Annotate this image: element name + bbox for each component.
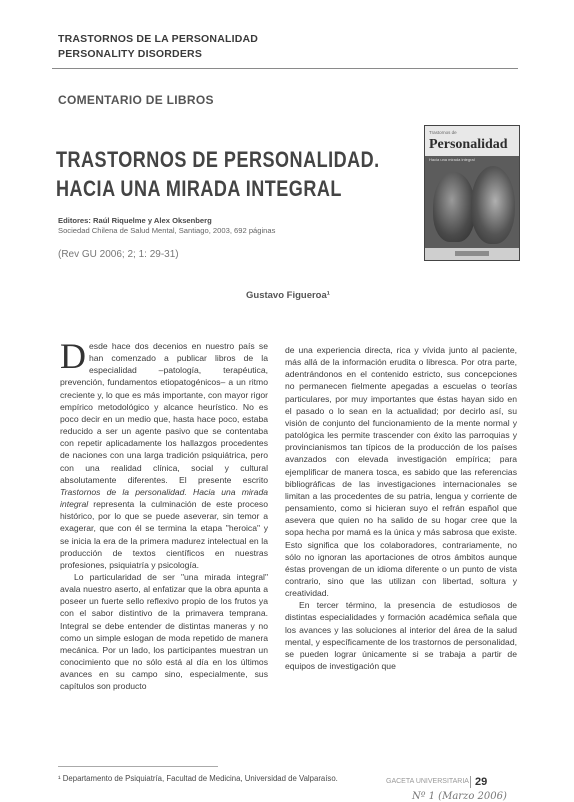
paragraph: de una experiencia directa, rica y vívida junto al paciente, más allá de la información erudita o libresca. Por otra parte, adentrándonos en el contenido estricto, sus concepciones no permanecen fielmente apegadas a escuelas o teorías particulares, por muy importantes que éstas hayan sido en el pasado o lo sean en la actualidad; por decirlo así, su visión de conjunto del funcionamiento de la mente normal y patológica les permite trascender con éxito las parroquias y provincianismos tan típicos de la producción de los países avanzados con elevada investigación empírica; para ejemplificar de manera tosca, es sabido que las referencias bibliográficas de las investigaciones internacionales se limitan a las procedentes de su patria, lengua y corriente de pensamiento, como si hicieran suyo el refrán español que asevera que quien no ha salido de su hogar cree que la sopa hecha por mamá es la única y más sabrosa que existe. Esto significa que los colaboradores, contrariamente, no sólo no ignoran las aportaciones de otros ámbitos aunque éstas provengan de un idioma diferente o un punto de vista contrario, sino que las utilizan con libertad, soltura y creatividad. [285, 345, 517, 599]
header-divider [52, 68, 518, 69]
handwritten-annotation: Nº 1 (Marzo 2006) [412, 791, 507, 802]
page-number: 29 [475, 776, 488, 788]
book-title-italic: Trastornos de la personalidad. Hacia una mirada integral [60, 486, 268, 510]
book-publisher: Sociedad Chilena de Salud Mental, Santiago, 2003, 692 páginas [58, 226, 276, 235]
paragraph [60, 336, 268, 571]
running-header-english: PERSONALITY DISORDERS [58, 48, 203, 60]
author-name: Gustavo Figueroa¹ [246, 290, 330, 301]
cover-series-text: Trastornos de [429, 130, 457, 135]
cover-face-right [471, 166, 515, 244]
body-column-right [285, 344, 517, 672]
book-cover-image [424, 125, 520, 261]
folio-divider [470, 776, 471, 788]
body-column-left [60, 336, 268, 693]
cover-title-text: Personalidad [429, 137, 508, 152]
cover-logo [455, 251, 489, 256]
drop-cap: D [60, 336, 86, 376]
section-label: COMENTARIO DE LIBROS [58, 93, 214, 107]
footnote: ¹ Departamento de Psiquiatría, Facultad de Medicina, Universidad de Valparaíso. [58, 774, 338, 783]
running-header-spanish: TRASTORNOS DE LA PERSONALIDAD [58, 33, 259, 45]
paragraph-text: esde hace dos decenios en nuestro país se han comenzado a publicar libros de la especialidad –patología, terapéutica, prevención, fundamentos etiopatogénicos– a un ritmo creciente y, lo que es más importante, con mayor rigor empírico metodológico y alcance heurístico. No es poco decir en un medio que, hasta hace poco, estaba reducido a ser un agente pasivo que se contentaba con repetir aplicadamente los hallazgos procedentes de naciones con una larga tradición psiquiátrica, pero con una realidad clínica, social y cultural absolutamente diferentes. El presente escrito [60, 341, 268, 485]
paragraph-text: representa la culminación de este proceso histórico, por lo que se puede aseverar, sin temor a exagerar, que con él se termina la etapa "heroica" y se inicia la era de la primera madurez intelectual en la producción de textos científicos en nuestras profesiones, psiquiatría y psicología. [60, 499, 268, 570]
article-title-line1: TRASTORNOS DE PERSONALIDAD. [56, 147, 380, 172]
cover-face-left [433, 172, 475, 242]
article-title-line2: HACIA UNA MIRADA INTEGRAL [56, 176, 342, 201]
paragraph: En tercer término, la presencia de estudiosos de distintas especialidades y formación académica señala que los avances y las soluciones al interior del área de la salud mental, y específicamente de los trastornos de personalidad, se pueden lograr únicamente si se trabaja a partir de equipos de investigación que [285, 600, 517, 672]
cover-subtitle-text: Hacia una mirada integral [429, 157, 475, 162]
book-editors: Editores: Raúl Riquelme y Alex Oksenberg [58, 216, 212, 225]
paragraph: Lo particularidad de ser "una mirada integral" avala nuestro aserto, al enfatizar que la obra apunta a poseer un fuerte sello reflexivo propio de los frutos ya con el sabor distintivo de la primavera temprana. Integral se debe entender de distintas maneras y no como un simple eslogan de moda repetido de manera mecánica. Por un lado, los participantes muestran un conocimiento que no sólo está al día en los últimos avances en su campo sino, especialmente, sus capítulos son producto [60, 571, 268, 692]
running-footer: GACETA UNIVERSITARIA [386, 778, 469, 785]
footnote-divider [58, 766, 218, 767]
cover-footer-band [425, 248, 519, 260]
journal-citation: (Rev GU 2006; 2; 1: 29-31) [58, 249, 179, 260]
